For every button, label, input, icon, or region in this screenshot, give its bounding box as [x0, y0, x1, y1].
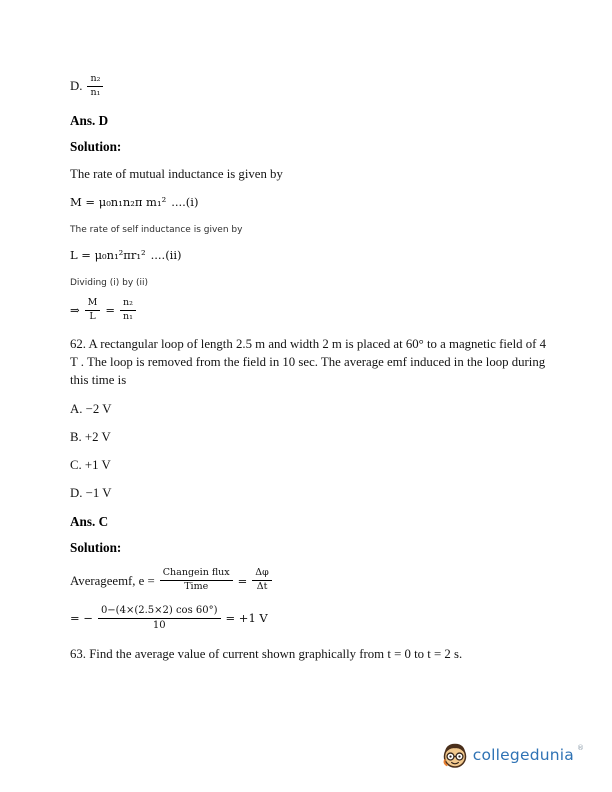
- result-value: = +1 V: [225, 611, 268, 626]
- fraction-numerator: Changein flux: [160, 568, 233, 581]
- answer-c-label: Ans. C: [70, 514, 109, 530]
- registered-mark: ®: [577, 744, 584, 752]
- ratio-formula: [70, 298, 552, 323]
- answer-d-label: Ans. D: [70, 112, 109, 128]
- fraction-computation: [98, 605, 221, 631]
- fraction-denominator: n₁: [90, 86, 101, 98]
- fraction-numerator: n₂: [120, 298, 136, 311]
- solution-heading-2: Solution:: [70, 540, 122, 556]
- formula-mutual-inductance: [70, 195, 552, 209]
- fraction-m-l: [85, 298, 101, 323]
- fraction-denominator: Δt: [256, 581, 268, 593]
- fraction-denominator: n₁: [123, 310, 133, 322]
- option-b: B. +2 V: [70, 430, 111, 445]
- option-a: A. −2 V: [70, 402, 112, 417]
- option-c: C. +1 V: [70, 458, 111, 473]
- equals-sign: =: [237, 573, 248, 588]
- fraction-numerator: Δφ: [252, 568, 272, 581]
- formula-m-ref: ....(i): [171, 195, 199, 209]
- option-d-fraction-line: [70, 74, 552, 99]
- page-content: [70, 74, 552, 663]
- fraction-flux-time: [160, 568, 233, 593]
- fraction-denominator: L: [89, 310, 96, 322]
- formula-m-body: M = μ₀n₁n₂π m₁²: [70, 195, 167, 209]
- option-d-label: D.: [70, 79, 83, 94]
- fraction-numerator: M: [85, 298, 101, 311]
- implies-arrow: ⇒: [70, 303, 80, 318]
- fraction-numerator: n₂: [87, 74, 103, 87]
- formula-l-body: L = μ₀n₁²πr₁²: [70, 248, 146, 262]
- formula-l-ref: ....(ii): [150, 248, 182, 262]
- brand-text: collegedunia: [472, 746, 574, 764]
- fraction-denominator: 10: [152, 619, 166, 631]
- equals-sign: =: [105, 303, 116, 318]
- question-63-text: 63. Find the average value of current shown graphically from t = 0 to t = 2 s.: [70, 647, 463, 662]
- formula-self-inductance: [70, 248, 552, 262]
- collegedunia-mascot-icon: [440, 740, 470, 770]
- fraction-denominator: Time: [184, 581, 209, 593]
- question-62-text: 62. A rectangular loop of length 2.5 m and width 2 m is placed at 60° to a magnetic field of 4 T . The loop is removed from the field in 10 sec. The average emf induced in the loop during this time is: [70, 336, 547, 388]
- emf-prefix: Averageemf, e =: [70, 573, 155, 588]
- fraction-n2-n1: [87, 74, 103, 99]
- fraction-dphi-dt: [252, 568, 272, 593]
- option-d: D. −1 V: [70, 486, 112, 501]
- self-inductance-line: The rate of self inductance is given by: [70, 225, 243, 235]
- collegedunia-logo: [440, 740, 584, 770]
- fraction-n2-n1-result: [120, 298, 136, 323]
- result-prefix: = −: [70, 611, 93, 626]
- emf-result-formula: [70, 605, 552, 631]
- fraction-numerator: 0−(4×(2.5×2) cos 60°): [98, 605, 221, 619]
- mutual-inductance-line: The rate of mutual inductance is given by: [70, 166, 283, 181]
- solution-heading-1: Solution:: [70, 138, 122, 154]
- dividing-line: Dividing (i) by (ii): [70, 278, 149, 288]
- average-emf-formula: [70, 568, 552, 593]
